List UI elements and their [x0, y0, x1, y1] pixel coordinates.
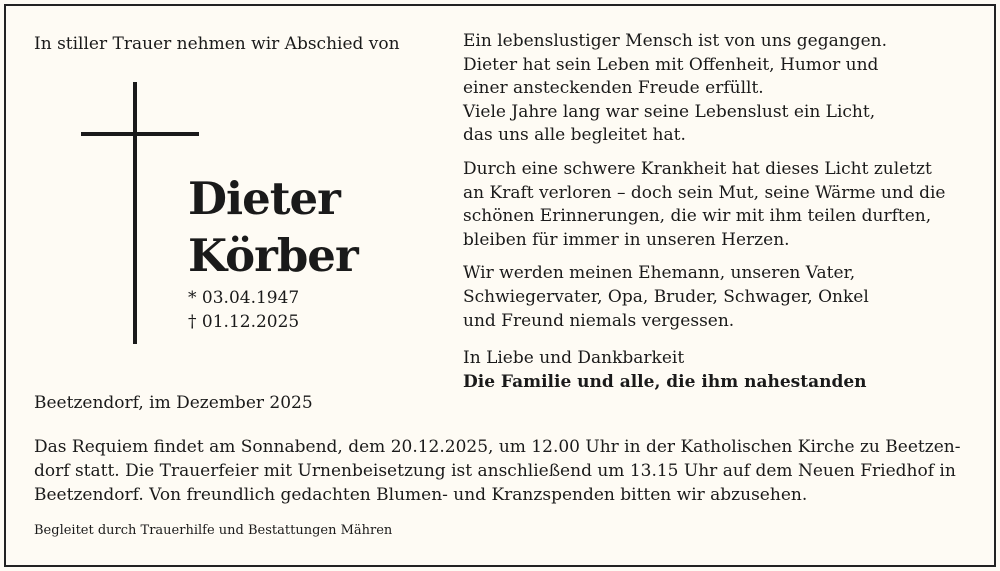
cross-icon-horizontal [81, 132, 199, 136]
requiem-info [34, 435, 969, 507]
requiem-line: dorf statt. Die Trauerfeier mit Urnenbeisetzung ist anschließend um 13.15 Uhr auf dem Neuen Friedhof in [34, 461, 956, 481]
deceased-last-name: Körber [188, 229, 358, 282]
eulogy-paragraph-1 [463, 30, 963, 148]
text-line: Ein lebenslustiger Mensch ist von uns gegangen. [463, 31, 887, 51]
requiem-line: Das Requiem findet am Sonnabend, dem 20.12.2025, um 12.00 Uhr in der Katholischen Kirche zu Beetzen- [34, 437, 961, 457]
text-line: Dieter hat sein Leben mit Offenheit, Humor und [463, 54, 879, 75]
life-dates [188, 286, 299, 334]
text-line: bleiben für immer in unseren Herzen. [463, 229, 790, 250]
requiem-line: Beetzendorf. Von freundlich gedachten Blumen- und Kranzspenden bitten wir abzusehen. [34, 485, 808, 505]
text-line: Schwiegervater, Opa, Bruder, Schwager, Onkel [463, 286, 869, 307]
place-and-date: Beetzendorf, im Dezember 2025 [34, 393, 313, 413]
family-signature: Die Familie und alle, die ihm nahestanden [463, 371, 867, 392]
intro-text: In stiller Trauer nehmen wir Abschied von [34, 34, 400, 54]
cross-icon-vertical [133, 82, 137, 344]
deceased-first-name: Dieter [188, 172, 340, 225]
text-line: an Kraft verloren – doch sein Mut, seine Wärme und die [463, 182, 946, 203]
eulogy-paragraph-3 [463, 262, 963, 333]
text-line: Wir werden meinen Ehemann, unseren Vater, [463, 263, 856, 284]
eulogy-paragraph-2 [463, 158, 963, 252]
death-date: † 01.12.2025 [188, 312, 300, 332]
closing-line: In Liebe und Dankbarkeit [463, 348, 685, 369]
text-line: schönen Erinnerungen, die wir mit ihm teilen durften, [463, 206, 932, 227]
birth-date: * 03.04.1947 [188, 288, 300, 308]
text-line: Viele Jahre lang war seine Lebenslust ein Licht, [463, 101, 876, 122]
closing-block [463, 347, 963, 394]
text-line: das uns alle begleitet hat. [463, 125, 686, 146]
text-line: Durch eine schwere Krankheit hat dieses Licht zuletzt [463, 158, 932, 179]
text-line: einer ansteckenden Freude erfüllt. [463, 78, 764, 99]
funeral-home-credit: Begleitet durch Trauerhilfe und Bestattungen Mähren [34, 523, 393, 538]
eulogy-text [463, 30, 963, 404]
text-line: und Freund niemals vergessen. [463, 310, 735, 331]
